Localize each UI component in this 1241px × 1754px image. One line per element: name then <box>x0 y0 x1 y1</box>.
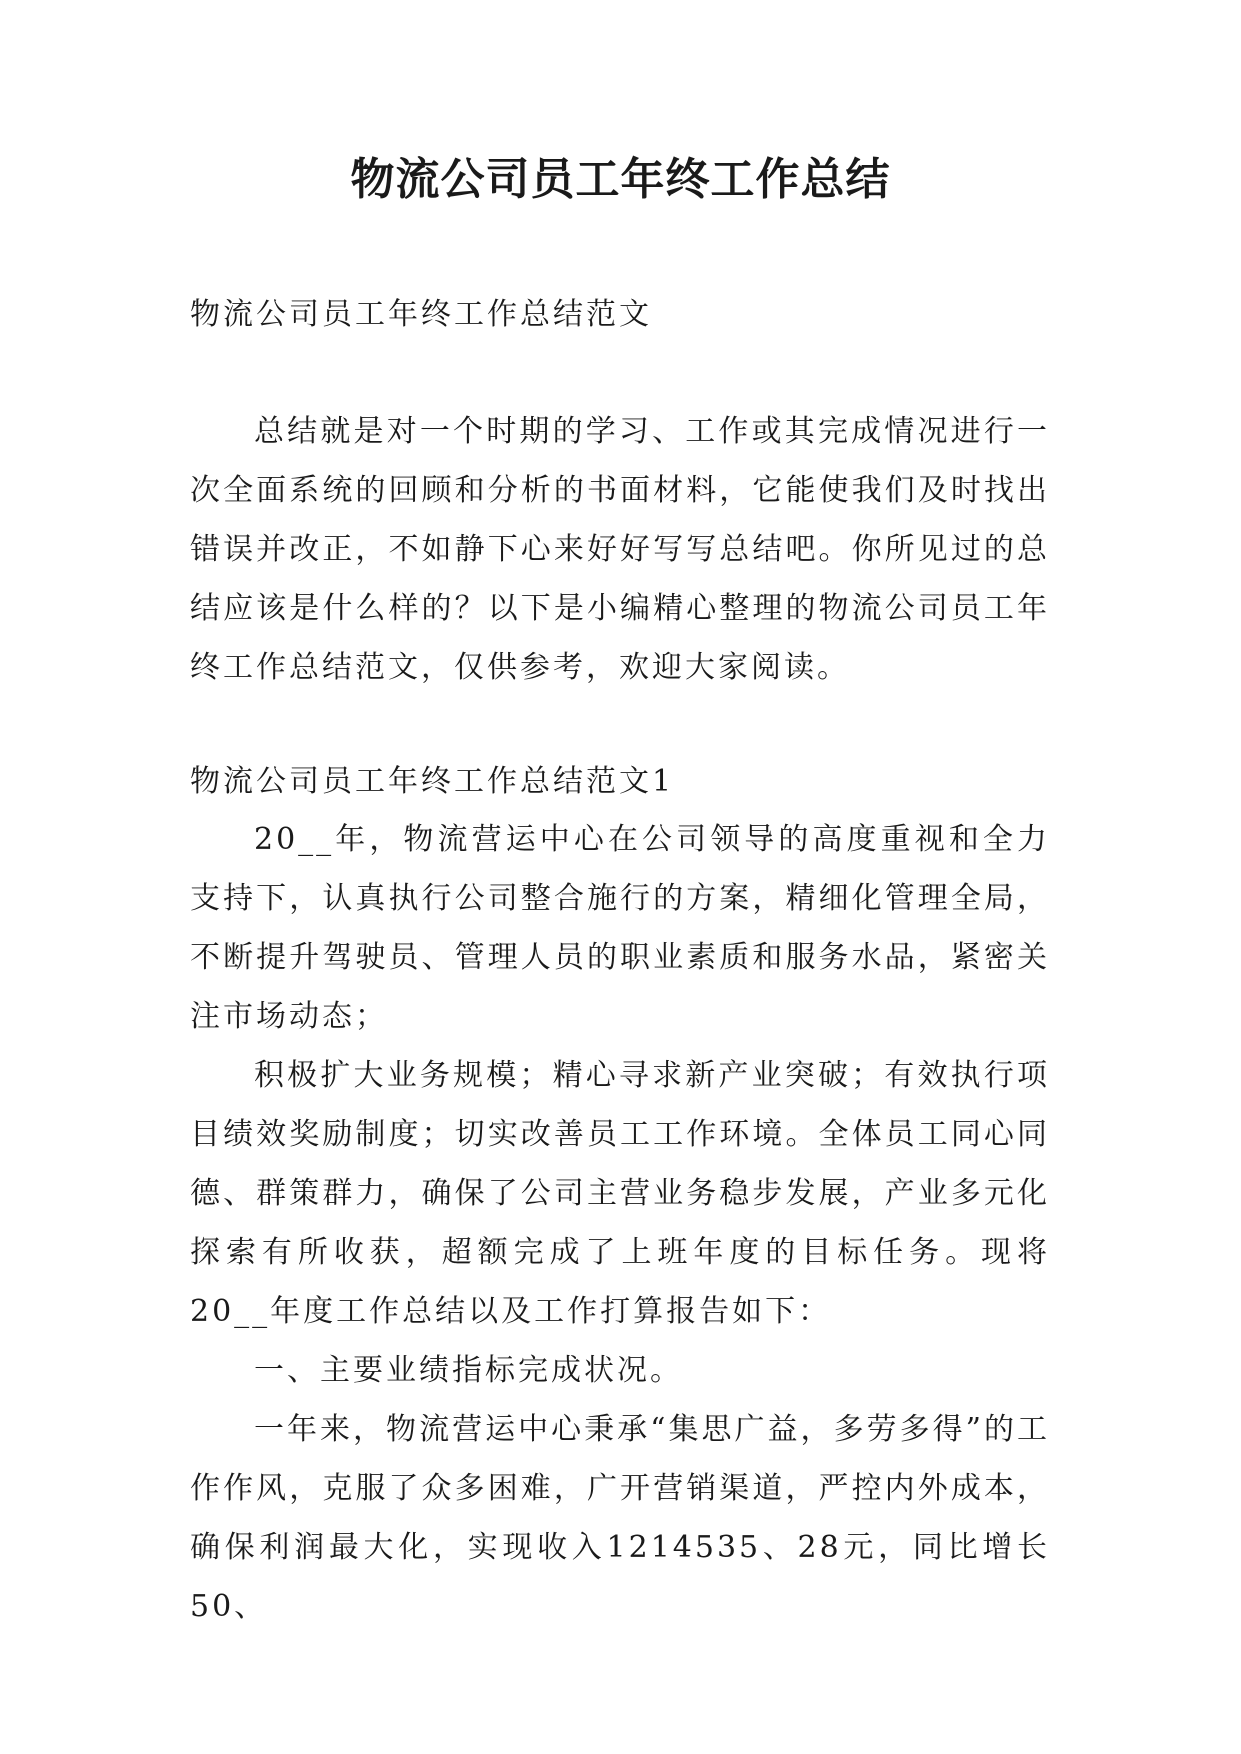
section-heading-1: 一、主要业绩指标完成状况。 <box>254 1353 683 1388</box>
body-paragraph-2: 积极扩大业务规模；精心寻求新产业突破；有效执行项目绩效奖励制度；切实改善员工工作环境。全体员工同心同德、群策群力，确保了公司主营业务稳步发展，产业多元化探索有所收获，超额完成了上班年度的目标任务。现将20__年度工作总结以及工作打算报告如下： <box>190 1058 1050 1329</box>
body-paragraph-1: 20__年，物流营运中心在公司领导的高度重视和全力支持下，认真执行公司整合施行的方案，精细化管理全局，不断提升驾驶员、管理人员的职业素质和服务水品，紧密关注市场动态； <box>190 822 1050 1034</box>
document-title: 物流公司员工年终工作总结 <box>350 154 891 205</box>
document-subtitle: 物流公司员工年终工作总结范文 <box>190 297 652 332</box>
intro-paragraph: 总结就是对一个时期的学习、工作或其完成情况进行一次全面系统的回顾和分析的书面材料，它能使我们及时找出错误并改正，不如静下心来好好写写总结吧。你所见过的总结应该是什么样的？以下是小编精心整理的物流公司员工年终工作总结范文，仅供参考，欢迎大家阅读。 <box>190 414 1050 685</box>
article-body <box>190 810 1050 1636</box>
body-paragraph-3: 一年来，物流营运中心秉承“集思广益，多劳多得”的工作作风，克服了众多困难，广开营销渠道，严控内外成本，确保利润最大化，实现收入1214535、28元，同比增长50、 <box>190 1412 1050 1624</box>
article-heading: 物流公司员工年终工作总结范文1 <box>190 764 675 799</box>
